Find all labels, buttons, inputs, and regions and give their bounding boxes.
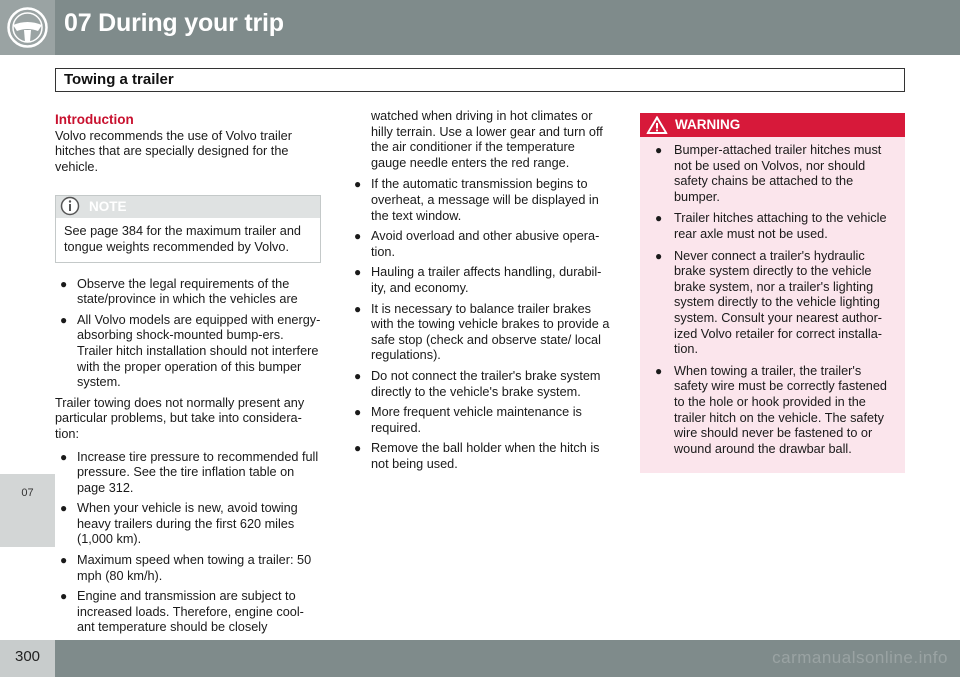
warning-body — [640, 137, 905, 473]
note-header — [56, 196, 320, 218]
list-item: ● Do not connect the trailer's brake system directly to the vehicle's brake system. — [354, 368, 601, 399]
list-item: ● Increase tire pressure to recommended full pressure. See the tire inflation table on page 312. — [60, 449, 319, 495]
intro-paragraph: Volvo recommends the use of Volvo trailer hitches that are specially designed for the vehicle. — [55, 128, 292, 174]
continuation-paragraph: watched when driving in hot climates or hilly terrain. Use a lower gear and turn off the air conditioner if the temperature gauge needle enters the red range. — [371, 109, 603, 170]
column-3 — [640, 113, 905, 473]
introduction-heading: Introduction — [55, 112, 134, 127]
list-item: ● Bumper-attached trailer hitches must not be used on Volvos, nor should safety chains be attached to the bumper. — [655, 143, 882, 204]
list-item: ● Trailer hitches attaching to the vehicle rear axle must not be used. — [655, 211, 887, 241]
note-title: NOTE — [89, 199, 127, 215]
list-item: ● Avoid overload and other abusive opera-tion. — [354, 229, 600, 259]
list-item: ● Observe the legal requirements of the state/province in which the vehicles are — [60, 276, 298, 307]
legal-bullet-list — [55, 277, 321, 391]
list-item: ● All Volvo models are equipped with energy-absorbing shock-mounted bump-ers. Trailer hitch installation should not interfere with the proper operation of this bumper system. — [60, 312, 321, 390]
column-1 — [55, 112, 321, 641]
info-icon — [60, 196, 80, 216]
list-item: ● Maximum speed when towing a trailer: 50 mph (80 km/h). — [60, 553, 312, 583]
list-item: ● Remove the ball holder when the hitch is not being used. — [354, 441, 600, 471]
warning-title: WARNING — [675, 117, 741, 132]
list-item: ● If the automatic transmission begins to overheat, a message will be displayed in the text window. — [354, 177, 599, 223]
considerations-paragraph: Trailer towing does not normally present any particular problems, but take into considera-tion: — [55, 395, 305, 441]
list-item: ● It is necessary to balance trailer brakes with the towing vehicle brakes to provide a safe stop (check and observe state/ local regulations). — [354, 301, 610, 363]
steering-wheel-icon — [0, 0, 55, 55]
chapter-title: 07 During your trip — [64, 9, 284, 37]
page-number: 300 — [14, 648, 41, 665]
chapter-side-tab-label: 07 — [21, 487, 34, 499]
warning-header — [640, 113, 905, 137]
list-item: ● Hauling a trailer affects handling, durabil-ity, and economy. — [354, 265, 602, 295]
logo-box — [0, 0, 55, 55]
warning-bullet-list — [650, 143, 895, 457]
list-item: ● When towing a trailer, the trailer's safety wire must be correctly fastened to the hole or hook provided in the trailer hitch on the vehicle. The safety wire should never be fastened to or wound around the drawbar ball. — [655, 363, 887, 456]
section-header — [55, 68, 905, 92]
considerations-bullet-list — [55, 450, 321, 637]
towing-bullet-list — [349, 177, 611, 472]
list-item: ● When your vehicle is new, avoid towing heavy trailers during the first 620 miles (1,000 km). — [60, 501, 298, 547]
column-2 — [349, 109, 611, 477]
list-item: ● Engine and transmission are subject to increased loads. Therefore, engine cool-ant temperature should be closely — [60, 589, 304, 635]
list-item: ● Never connect a trailer's hydraulic brake system directly to the vehicle brake system, nor a trailer's lighting system directly to the vehicle lighting system. Consult your nearest author-ized Volvo retailer for correct installa-tion. — [655, 248, 883, 357]
section-title: Towing a trailer — [64, 71, 174, 88]
watermark: carmanualsonline.info — [772, 648, 948, 667]
list-item: ● More frequent vehicle maintenance is required. — [354, 405, 582, 435]
note-text: See page 384 for the maximum trailer and tongue weights recommended by Volvo. — [64, 224, 301, 254]
note-box — [55, 195, 321, 262]
left-margin — [0, 55, 55, 640]
warning-triangle-icon — [646, 115, 668, 135]
warning-box — [640, 113, 905, 473]
chapter-side-tab[interactable] — [0, 474, 55, 547]
